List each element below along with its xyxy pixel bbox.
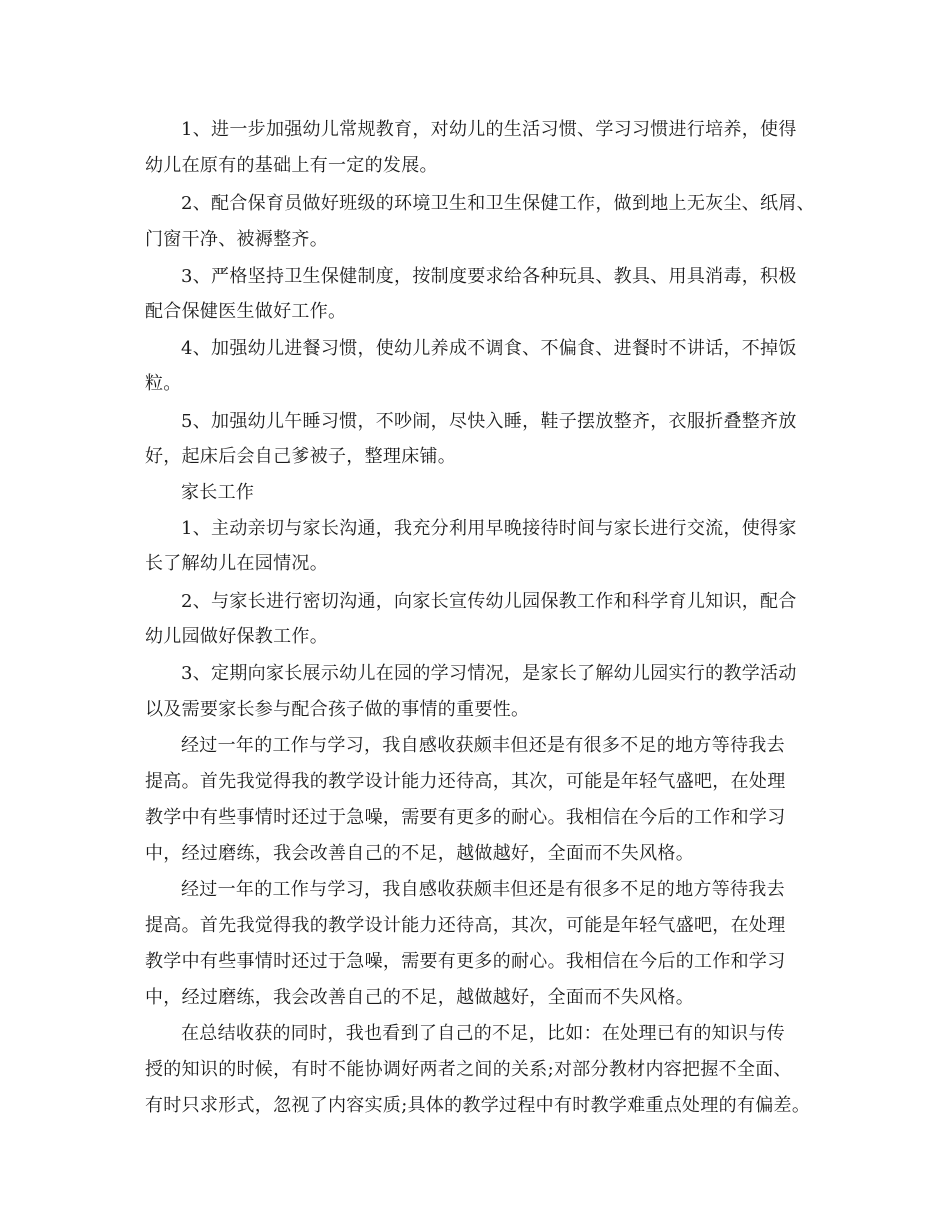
text-line: 3、定期向家长展示幼儿在园的学习情况，是家长了解幼儿园实行的教学活动 (181, 663, 797, 684)
text-line: 2、与家长进行密切沟通，向家长宣传幼儿园保教工作和科学育儿知识，配合 (181, 591, 797, 612)
text-line: 粒。 (145, 373, 182, 394)
text-line: 经过一年的工作与学习，我自感收获颇丰但还是有很多不足的地方等待我去 (181, 879, 785, 900)
text-line: 中，经过磨练，我会改善自己的不足，越做越好，全面而不失风格。 (145, 843, 694, 864)
text-line: 好，起床后会自己爹被子，整理床铺。 (145, 446, 457, 467)
text-line: 教学中有些事情时还过于急噪，需要有更多的耐心。我相信在今后的工作和学习 (145, 807, 786, 828)
text-line: 1、主动亲切与家长沟通，我充分利用早晚接待时间与家长进行交流，使得家 (181, 518, 797, 539)
text-line: 教学中有些事情时还过于急噪，需要有更多的耐心。我相信在今后的工作和学习 (145, 951, 786, 972)
text-line: 中，经过磨练，我会改善自己的不足，越做越好，全面而不失风格。 (145, 987, 694, 1008)
text-line: 配合保健医生做好工作。 (145, 301, 347, 322)
text-line: 门窗干净、被褥整齐。 (145, 229, 328, 250)
text-line: 以及需要家长参与配合孩子做的事情的重要性。 (145, 699, 530, 720)
text-line: 授的知识的时候，有时不能协调好两者之间的关系;对部分教材内容把握不全面、 (145, 1059, 792, 1080)
text-line: 幼儿在原有的基础上有一定的发展。 (145, 155, 438, 176)
text-line: 4、加强幼儿进餐习惯，使幼儿养成不调食、不偏食、进餐时不讲话，不掉饭 (181, 338, 797, 359)
text-line: 经过一年的工作与学习，我自感收获颇丰但还是有很多不足的地方等待我去 (181, 735, 785, 756)
text-line: 提高。首先我觉得我的教学设计能力还待高，其次，可能是年轻气盛吧，在处理 (145, 771, 786, 792)
text-line: 提高。首先我觉得我的教学设计能力还待高，其次，可能是年轻气盛吧，在处理 (145, 915, 786, 936)
text-line: 长了解幼儿在园情况。 (145, 553, 328, 574)
text-line: 1、进一步加强幼儿常规教育，对幼儿的生活习惯、学习习惯进行培养，使得 (181, 119, 797, 140)
text-line: 有时只求形式，忽视了内容实质;具体的教学过程中有时教学难重点处理的有偏差。 (145, 1095, 811, 1116)
section-heading: 家长工作 (181, 482, 255, 503)
text-line: 在总结收获的同时，我也看到了自己的不足，比如：在处理已有的知识与传 (181, 1023, 785, 1044)
text-line: 5、加强幼儿午睡习惯，不吵闹，尽快入睡，鞋子摆放整齐，衣服折叠整齐放 (181, 411, 797, 432)
text-line: 幼儿园做好保教工作。 (145, 626, 328, 647)
text-line: 2、配合保育员做好班级的环境卫生和卫生保健工作，做到地上无灰尘、纸屑、 (181, 193, 815, 214)
text-line: 3、严格坚持卫生保健制度，按制度要求给各种玩具、教具、用具消毒，积极 (181, 266, 797, 287)
